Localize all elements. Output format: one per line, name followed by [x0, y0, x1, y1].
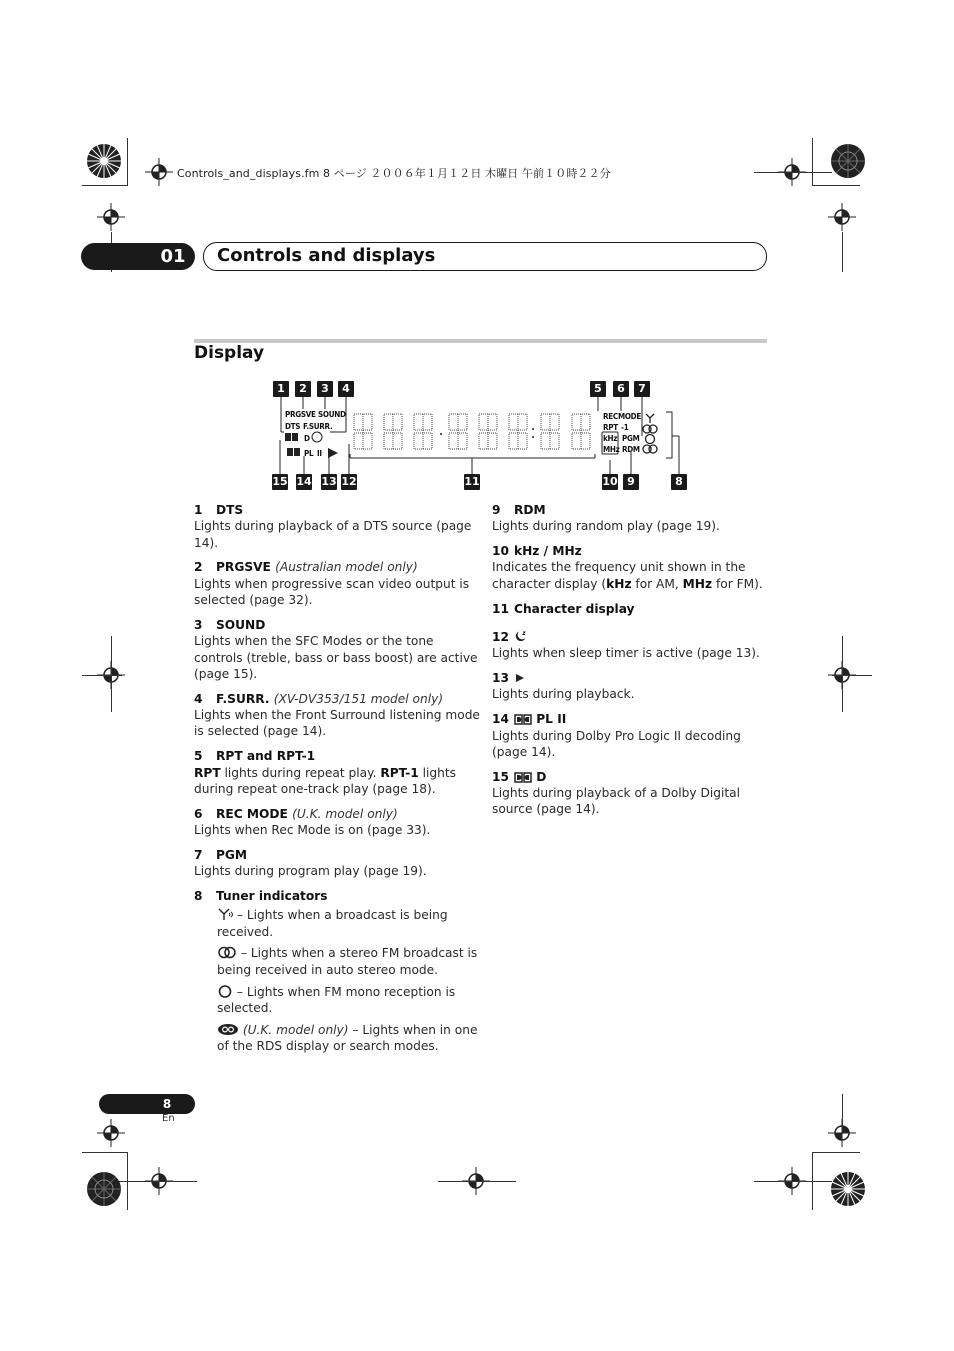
list-item	[194, 617, 484, 682]
pgm-indicator: PGM	[622, 434, 640, 443]
item-body: Lights when the SFC Modes or the tone controls (treble, bass or bass boost) are active (page 15).	[194, 634, 478, 681]
registration-burst-icon	[830, 1171, 866, 1207]
item-number: 7	[194, 847, 203, 862]
callout-badge: 4	[338, 381, 354, 397]
list-item	[492, 711, 768, 760]
item-title: F.SURR.	[216, 691, 270, 706]
callout-badge: 13	[321, 475, 337, 488]
antenna-icon	[217, 908, 233, 921]
item-number: 13	[492, 671, 509, 686]
item-number: 2	[194, 560, 203, 575]
item-number: 8	[194, 889, 203, 904]
language-code: En	[162, 1113, 175, 1124]
list-item	[492, 670, 768, 703]
item-number: 12	[492, 629, 509, 644]
rds-icon	[217, 1023, 239, 1036]
item-title: RDM	[514, 503, 546, 517]
tuner-indicator-item: – Lights when a broadcast is being received.	[217, 908, 448, 939]
rpt-indicator: RPT	[603, 423, 618, 432]
display-lines	[270, 396, 690, 476]
tuner-indicator-item: – Lights when a stereo FM broadcast is being received in auto stereo mode.	[217, 946, 478, 977]
callout-badge: 2	[295, 381, 311, 397]
callout-badge: 11	[464, 475, 480, 488]
item-body: Indicates the frequency unit shown in the character display (kHz for AM, MHz for FM).	[492, 560, 763, 591]
list-item	[194, 502, 484, 551]
dolby-icon	[514, 714, 532, 725]
item-number: 15	[492, 769, 509, 784]
rec-indicator: REC	[603, 412, 618, 421]
callout-badge: 15	[272, 475, 288, 488]
mhz-indicator: MHz	[603, 445, 620, 454]
callout-badge: 7	[634, 381, 650, 397]
item-title: PL II	[536, 712, 567, 727]
crosshair-icon	[828, 203, 856, 231]
item-body: Lights during random play (page 19).	[492, 519, 720, 534]
stereo-icon	[217, 946, 237, 959]
tuner-indicator-item: (U.K. model only) – Lights when in one of the RDS display or search modes.	[217, 1022, 478, 1053]
item-body: Lights when the Front Surround listening mode is selected (page 14).	[194, 708, 480, 739]
list-item	[194, 559, 484, 608]
item-number: 5	[194, 749, 203, 764]
item-body: Lights when Rec Mode is on (page 33).	[194, 823, 431, 838]
item-body: RPT lights during repeat play. RPT-1 lights during repeat one-track play (page 18).	[194, 765, 456, 796]
callout-badge: 8	[671, 474, 687, 490]
list-item	[194, 691, 484, 740]
section-title: Display	[194, 343, 265, 363]
item-body: Lights during playback of a DTS source (page 14).	[194, 519, 472, 550]
item-number: 11	[492, 601, 509, 616]
item-title: Character display	[514, 601, 635, 616]
chapter-number: 01	[160, 246, 186, 267]
registration-burst-icon	[830, 143, 866, 179]
mode-indicator: MODE	[618, 412, 641, 421]
list-item	[492, 502, 768, 535]
list-item	[194, 847, 484, 880]
callout-badge: 10	[602, 475, 618, 488]
list-item	[194, 806, 484, 839]
item-title: SOUND	[216, 617, 266, 632]
section-rule	[194, 339, 767, 343]
item-body: Lights when progressive scan video output is selected (page 32).	[194, 576, 470, 608]
prgsve-indicator: PRGSVE	[285, 410, 316, 419]
rpt1-indicator: -1	[621, 423, 629, 432]
callout-badge: 12	[341, 475, 357, 488]
callout-badge: 14	[296, 475, 312, 488]
tuner-indicator-item: – Lights when FM mono reception is selected.	[217, 984, 456, 1015]
item-number: 4	[194, 691, 203, 706]
item-number: 10	[492, 544, 509, 559]
sound-indicator: SOUND	[318, 410, 346, 419]
list-item	[492, 543, 768, 592]
page-number: 8	[162, 1097, 172, 1111]
fsurr-indicator: F.SURR.	[303, 422, 333, 431]
right-column	[492, 502, 768, 826]
list-item	[492, 769, 768, 818]
crosshair-icon	[145, 158, 173, 186]
pl-indicator: PL	[304, 449, 314, 458]
item-body: Lights during Dolby Pro Logic II decoding (page 14).	[492, 728, 741, 759]
item-title: D	[536, 769, 547, 784]
item-body: Lights during program play (page 19).	[194, 864, 427, 879]
dolby-d-indicator: D	[304, 434, 310, 443]
list-item	[492, 629, 768, 662]
khz-indicator: kHz	[603, 434, 618, 443]
item-number: 3	[194, 617, 203, 632]
item-title: REC MODE	[216, 806, 288, 821]
callout-badge: 9	[623, 474, 639, 490]
callout-badge: 5	[590, 381, 606, 397]
item-number: 6	[194, 806, 203, 821]
callout-badge: 3	[317, 381, 333, 397]
registration-burst-icon	[86, 143, 122, 179]
dolby-icon	[514, 772, 532, 783]
dts-indicator: DTS	[285, 422, 301, 431]
list-item	[194, 748, 484, 797]
item-title: Tuner indicators	[216, 889, 328, 904]
crosshair-icon	[97, 1119, 125, 1147]
left-column	[194, 502, 484, 1060]
rdm-indicator: RDM	[622, 445, 640, 454]
item-note: (XV-DV353/151 model only)	[273, 691, 444, 706]
mono-icon	[217, 985, 233, 998]
item-number: 14	[492, 712, 509, 727]
item-title: DTS	[216, 503, 244, 517]
sleep-icon	[514, 630, 527, 643]
item-note: (U.K. model only)	[292, 806, 398, 821]
play-icon	[514, 672, 526, 684]
item-title: PGM	[216, 847, 248, 862]
item-body: Lights during playback.	[492, 687, 635, 702]
item-number: 1	[194, 503, 203, 517]
item-title: kHz / MHz	[514, 544, 582, 559]
registration-burst-icon	[86, 1171, 122, 1207]
crosshair-icon	[97, 203, 125, 231]
item-number: 9	[492, 503, 501, 517]
item-body: Lights when sleep timer is active (page 13).	[492, 646, 760, 661]
list-item	[492, 601, 768, 617]
file-header: Controls_and_displays.fm 8 ページ ２００６年１月１２日 木曜日 午前１０時２２分	[177, 167, 611, 180]
item-body: Lights during playback of a Dolby Digital source (page 14).	[492, 786, 741, 817]
item-note: (Australian model only)	[275, 560, 418, 575]
callout-badge: 1	[273, 381, 289, 397]
chapter-title: Controls and displays	[217, 245, 436, 266]
plii-indicator: II	[317, 449, 322, 458]
list-item	[194, 888, 484, 904]
item-title: PRGSVE	[216, 560, 271, 575]
callout-badge: 6	[613, 381, 629, 397]
item-title: RPT and RPT-1	[216, 749, 316, 764]
